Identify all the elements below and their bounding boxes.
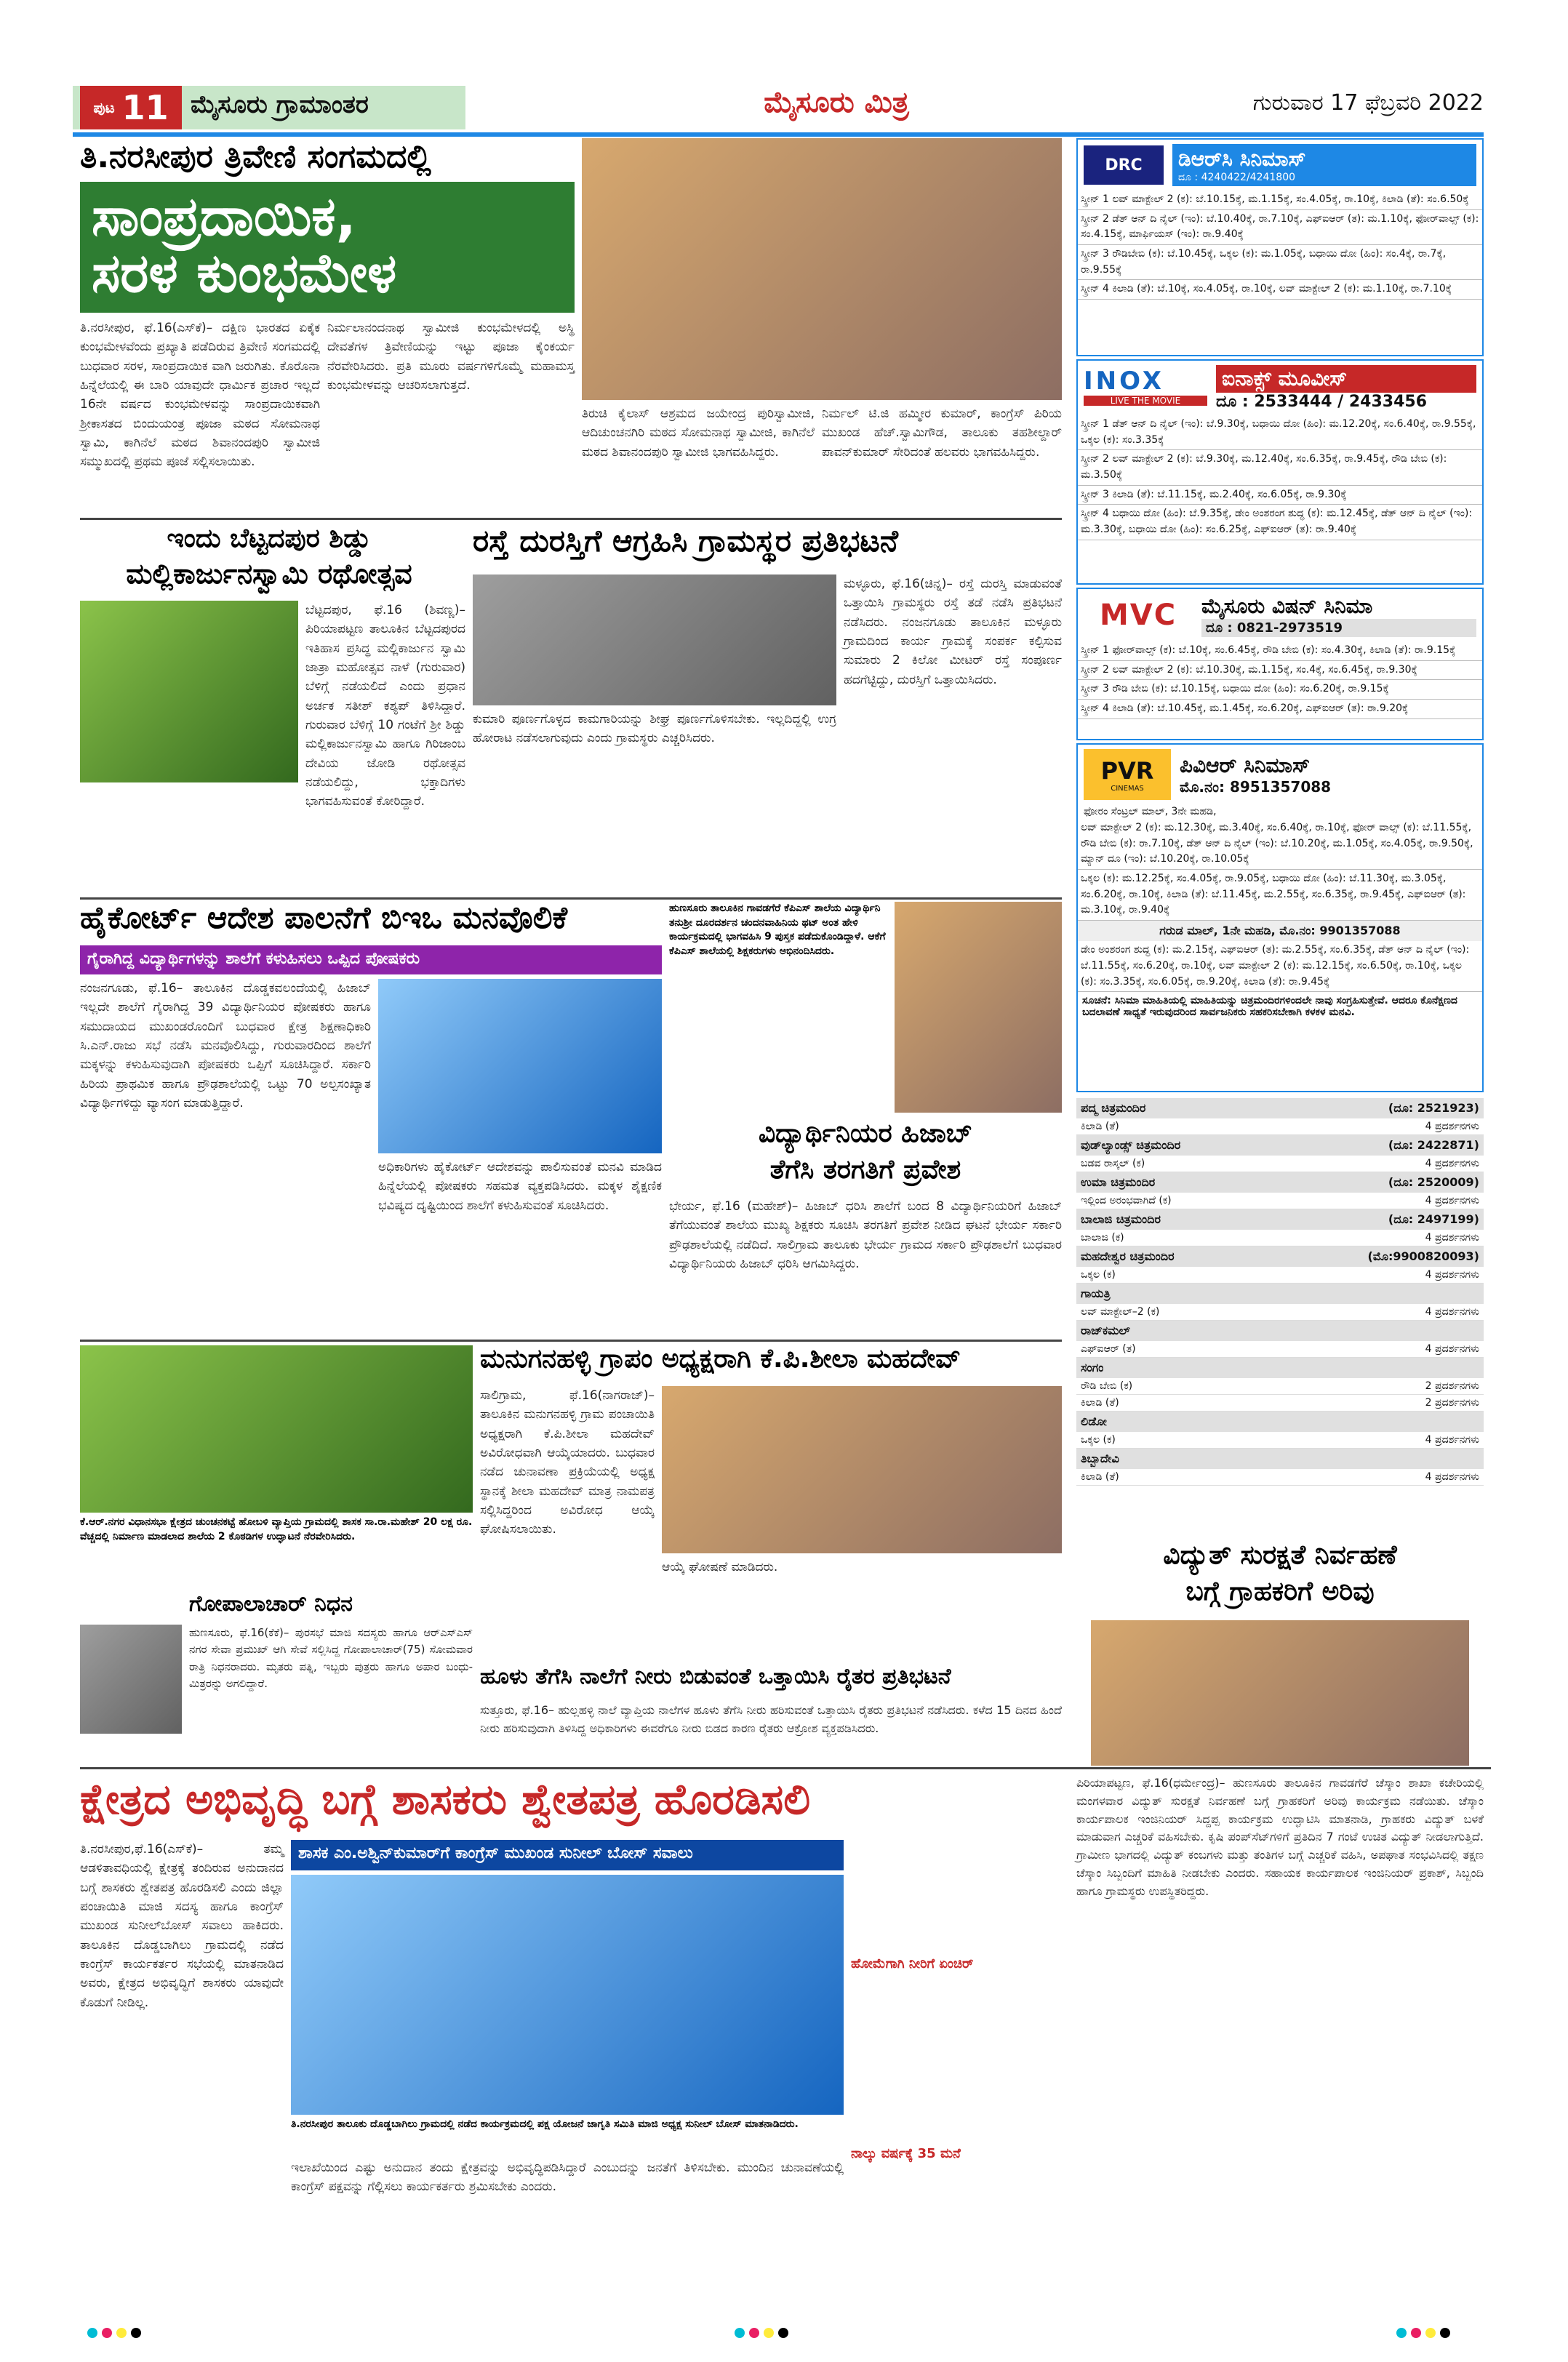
panchayat-body: ಸಾಲಿಗ್ರಾಮ, ಫೆ.16(ನಾಗರಾಜ್)– ತಾಲೂಕಿನ ಮನುಗನಹಳ್ಳಿ ಗ್ರಾಮ ಪಂಚಾಯಿತಿ ಅಧ್ಯಕ್ಷರಾಗಿ ಕೆ.ಪಿ.ಶೀಲಾ ಮಹದೇವ್ ಅವಿರೋಧವಾಗಿ ಆಯ್ಕೆಯಾದರು. ಬುಧವಾರ ನಡೆದ ಚುನಾವಣಾ ಪ್ರಕ್ರಿಯೆಯಲ್ಲಿ ಅಧ್ಯಕ್ಷ ಸ್ಥಾನಕ್ಕೆ ಶೀಲಾ ಮಹದೇವ್ ಮಾತ್ರ ನಾಮಪತ್ರ ಸಲ್ಲಿಸಿದ್ದರಿಂದ ಅವಿರೋಧ ಆಯ್ಕೆ ಘೋಷಿಸಲಾಯಿತು. <box>480 1388 655 1537</box>
divider <box>80 518 1062 520</box>
page-number-box <box>80 86 182 129</box>
listing-cinema-name: ಪದ್ಮ ಚಿತ್ರಮಂದಿರ <box>1081 1101 1146 1115</box>
listing-cinema <box>1076 1358 1484 1378</box>
listing-cinema <box>1076 1209 1484 1230</box>
listing-cinema-name: ಗಾಯತ್ರಿ <box>1081 1286 1111 1300</box>
whitepaper-subhead: ಶಾಸಕ ಎಂ.ಅಶ್ವಿನ್‌ಕುಮಾರ್‌ಗೆ ಕಾಂಗ್ರೆಸ್ ಮುಖಂಡ ಸುನೀಲ್ ಬೋಸ್ ಸವಾಲು <box>291 1840 844 1870</box>
listing-film-title: ಕಿಲಾಡಿ (ತೆ) <box>1081 1121 1119 1132</box>
inox-name: ಐನಾಕ್ಸ್ ಮೂವೀಸ್ <box>1216 365 1476 393</box>
color-registration-left <box>87 2327 189 2342</box>
inox-screen-2: ಸ್ಕ್ರೀನ್ 2 ಲವ್ ಮಾಕ್ಟೇಲ್ 2 (ಕ): ಬೆ.9.30ಕ್ಕೆ, ಮ.12.40ಕ್ಕೆ, ಸಂ.6.35ಕ್ಕೆ, ರಾ.9.45ಕ್ಕೆ, ರೌಡಿ ಬೇಬಿ (ಕ): ಮ.3.50ಕ್ಕೆ <box>1078 450 1482 485</box>
drc-screen-4: ಸ್ಕ್ರೀನ್ 4 ಕಿಲಾಡಿ (ತೆ): ಬೆ.10ಕ್ಕೆ, ಸಂ.4.05ಕ್ಕೆ, ರಾ.10ಕ್ಕೆ, ಲವ್ ಮಾಕ್ಟೇಲ್ 2 (ಕ): ಮ.1.10ಕ್ಕೆ, ರಾ.7.10ಕ್ಕೆ <box>1078 280 1482 300</box>
felicitation-caption: ಹುಣಸೂರು ತಾಲೂಕಿನ ಗಾವಡಗೆರೆ ಕೆಪಿಎಸ್ ಶಾಲೆಯ ವಿದ್ಯಾರ್ಥಿನಿ ತನುಶ್ರೀ ದೂರದರ್ಶನ ಚಂದನವಾಹಿನಿಯ ಥಟ್ ಅಂತ ಹೇಳಿ ಕಾರ್ಯಕ್ರಮದಲ್ಲಿ ಭಾಗವಹಿಸಿ 9 ಪುಸ್ತಕ ಪಡೆದುಕೊಂಡಿದ್ದಾಳೆ. ಆಕೆಗೆ ಕೆಪಿಎಸ್ ಶಾಲೆಯಲ್ಲಿ ಶಿಕ್ಷಕರುಗಳು ಅಭಿನಂದಿಸಿದರು. <box>669 902 886 957</box>
listing-film <box>1076 1469 1484 1486</box>
listing-film <box>1076 1304 1484 1321</box>
mvc-phone: ದೂ : 0821-2973519 <box>1201 619 1476 637</box>
lead-kicker: ತಿ.ನರಸೀಪುರ ತ್ರಿವೇಣಿ ಸಂಗಮದಲ್ಲಿ <box>80 138 431 175</box>
whitepaper-body-2: ಇಲಾಖೆಯಿಂದ ಎಷ್ಟು ಅನುದಾನ ತಂದು ಕ್ಷೇತ್ರವನ್ನು ಅಭಿವೃದ್ಧಿಪಡಿಸಿದ್ದಾರೆ ಎಂಬುದನ್ನು ಜನತೆಗೆ ತಿಳಿಸಬೇಕು. ಮುಂದಿನ ಚುನಾವಣೆಯಲ್ಲಿ ಕಾಂಗ್ರೆಸ್ ಪಕ್ಷವನ್ನು ಗೆಲ್ಲಿಸಲು ಕಾರ್ಯಕರ್ತರು ಶ್ರಮಿಸಬೇಕು ಎಂದರು. <box>291 2161 844 2195</box>
betta-photo <box>80 601 298 782</box>
highcourt-body: ನಂಜನಗೂಡು, ಫೆ.16– ತಾಲೂಕಿನ ದೊಡ್ಡಕವಲಂದೆಯಲ್ಲಿ ಹಿಜಾಬ್ ಇಲ್ಲದೇ ಶಾಲೆಗೆ ಗೈರಾಗಿದ್ದ 39 ವಿದ್ಯಾರ್ಥಿನಿಯರ ಪೋಷಕರು ಹಾಗೂ ಸಮುದಾಯದ ಮುಖಂಡರೊಂದಿಗೆ ಬುಧವಾರ ಕ್ಷೇತ್ರ ಶಿಕ್ಷಣಾಧಿಕಾರಿ ಸಿ.ಎನ್.ರಾಜು ಸಭೆ ನಡೆಸಿ ಮನವೊಲಿಸಿದ್ದು, ಗುರುವಾರದಿಂದ ಶಾಲೆಗೆ ಮಕ್ಕಳನ್ನು ಕಳುಹಿಸುವುದಾಗಿ ಪೋಷಕರು ಒಪ್ಪಿಗೆ ಸೂಚಿಸಿದ್ದಾರೆ. ಸರ್ಕಾರಿ ಹಿರಿಯ ಪ್ರಾಥಮಿಕ ಹಾಗೂ ಪ್ರೌಢಶಾಲೆಯಲ್ಲಿ ಒಟ್ಟು 70 ಅಲ್ಪಸಂಖ್ಯಾತ ವಿದ್ಯಾರ್ಥಿಗಳಿದ್ದು ವ್ಯಾಸಂಗ ಮಾಡುತ್ತಿದ್ದಾರೆ. <box>80 981 371 1111</box>
listing-film-shows: 4 ಪ್ರದರ್ಶನಗಳು <box>1425 1471 1479 1483</box>
pvr-garuda-head: ಗರುಡ ಮಾಲ್, 1ನೇ ಮಹಡಿ, ಮೊ.ನಂ: 9901357088 <box>1078 921 1482 941</box>
lead-body-3: ತಿರುಚಿ ಕೈಲಾಸ್ ಆಶ್ರಮದ ಜಯೇಂದ್ರ ಪುರಿಸ್ವಾಮೀಜಿ, ಆದಿಚುಂಚನಗಿರಿ ಮಠದ ಸೋಮನಾಥ ಸ್ವಾಮೀಜಿ, ಕಾಗಿನೆಲೆ ಮಠದ ಶಿವಾನಂದಪುರಿ ಸ್ವಾಮೀಜಿ ಭಾಗವಹಿಸಿದ್ದರು. <box>582 407 815 460</box>
inox-screen-1: ಸ್ಕ್ರೀನ್ 1 ಡೆತ್ ಆನ್ ದಿ ನೈಲ್ (ಇಂ): ಬೆ.9.30ಕ್ಕೆ, ಬಧಾಯಿ ದೋ (ಹಿಂ): ಮ.12.20ಕ್ಕೆ, ಸಂ.6.40ಕ್ಕೆ, ರಾ.9.55ಕ್ಕೆ, ಒಕ್ಕಲ (ಕ): ಸಂ.3.35ಕ್ಕೆ <box>1078 415 1482 450</box>
hijab-headline-2: ತೆಗೆಸಿ ತರಗತಿಗೆ ಪ್ರವೇಶ <box>769 1155 961 1185</box>
pvr-logo-sub: CINEMAS <box>1111 784 1144 793</box>
drc-screen-2: ಸ್ಕ್ರೀನ್ 2 ಡೆತ್ ಆನ್ ದಿ ನೈಲ್ (ಇಂ): ಬೆ.10.40ಕ್ಕೆ, ರಾ.7.10ಕ್ಕೆ, ಎಫ್‌ಐಆರ್ (ತ): ಮ.1.10ಕ್ಕೆ, ಫೋರ್‌ವಾಲ್ಸ್ (ಕ): ಸಂ.4.15ಕ್ಕೆ, ಮಾರ್ಫಿಯಸ್ (ಇಂ): ರಾ.9.40ಕ್ಕೆ <box>1078 210 1482 245</box>
cinema-pvr <box>1076 743 1484 1092</box>
obituary-headline: ಗೋಪಾಲಾಚಾರ್ ನಿಧನ <box>189 1591 353 1617</box>
mvc-name: ಮೈಸೂರು ವಿಷನ್ ಸಿನಿಮಾ <box>1201 593 1373 618</box>
lead-body-2: ನಿರ್ಮಲಾನಂದನಾಥ ಸ್ವಾಮೀಜಿ ಕುಂಭಮೇಳದಲ್ಲಿ ಅಸ್ಥಿ ದೇವತೆಗಳ ತ್ರಿವೇಣಿಯನ್ನು ಇಟ್ಟು ಪೂಜಾ ಕೈಂಕರ್ಯ ನೆರವೇರಿಸಿದರು. ಪ್ರತಿ ಮೂರು ವರ್ಷಗಳಿಗೊಮ್ಮೆ ಮಹಾಮಸ್ತ ಕುಂಭಮೇಳವನ್ನು ಆಚರಿಸಲಾಗುತ್ತದೆ. <box>327 321 575 393</box>
inox-screen-3: ಸ್ಕ್ರೀನ್ 3 ಕಿಲಾಡಿ (ತೆ): ಬೆ.11.15ಕ್ಕೆ, ಮ.2.40ಕ್ಕೆ, ಸಂ.6.05ಕ್ಕೆ, ರಾ.9.30ಕ್ಕೆ <box>1078 486 1482 505</box>
inauguration-photo <box>80 1345 473 1513</box>
highcourt-subhead: ಗೈರಾಗಿದ್ದ ವಿದ್ಯಾರ್ಥಿಗಳನ್ನು ಶಾಲೆಗೆ ಕಳುಹಿಸಲು ಒಪ್ಪಿದ ಪೋಷಕರು <box>80 945 662 974</box>
listing-film-shows: 4 ಪ್ರದರ್ಶನಗಳು <box>1425 1232 1479 1244</box>
listing-cinema-phone: (ದೂ: 2422871) <box>1388 1138 1479 1152</box>
inox-phone: ದೂ : 2533444 / 2433456 <box>1216 393 1428 411</box>
betta-kicker: ಇಂದು ಬೆಟ್ಟದಪುರ ಶಿಡ್ಡು <box>167 524 372 553</box>
pvr-logo <box>1084 749 1171 800</box>
cinema-drc <box>1076 138 1484 356</box>
obituary-body: ಹುಣಸೂರು, ಫೆ.16(ಕೆಕೆ)– ಪುರಸಭೆ ಮಾಜಿ ಸದಸ್ಯರು ಹಾಗೂ ಆರ್‌ಎಸ್‌ಎಸ್ ನಗರ ಸೇವಾ ಪ್ರಮುಖ್ ಆಗಿ ಸೇವೆ ಸಲ್ಲಿಸಿದ್ದ ಗೋಪಾಲಾಚಾರ್(75) ಸೋಮವಾರ ರಾತ್ರಿ ನಿಧನರಾದರು. ಮೃತರು ಪತ್ನಿ, ಇಬ್ಬರು ಪುತ್ರರು ಹಾಗೂ ಅಪಾರ ಬಂಧು-ಮಿತ್ರರನ್ನು ಅಗಲಿದ್ದಾರೆ. <box>189 1626 473 1690</box>
pvr-garuda-row: ಡೇಂ ಅಂಶರಂಗ ಶುದ್ಧ (ಕ): ಮ.2.15ಕ್ಕೆ, ಎಫ್‌ಐಆರ್ (ತ): ಮ.2.55ಕ್ಕೆ, ಸಂ.6.35ಕ್ಕೆ, ಡೆತ್ ಆನ್ ದಿ ನೈಲ್ (ಇಂ): ಬೆ.11.55ಕ್ಕೆ, ಸಂ.6.20ಕ್ಕೆ, ರಾ.10ಕ್ಕೆ, ಲವ್ ಮಾಕ್ಟೇಲ್ 2 (ಕ): ಮ.12.15ಕ್ಕೆ, ಸಂ.6.50ಕ್ಕೆ, ರಾ.10ಕ್ಕೆ, ಒಕ್ಕಲ (ಕ): ಸಂ.3.35ಕ್ಕೆ, ಸಂ.6.05ಕ್ಕೆ, ರಾ.9.20ಕ್ಕೆ, ಕಿಲಾಡಿ (ತೆ): ರಾ.9.45ಕ್ಕೆ <box>1078 941 1482 992</box>
header-rule <box>73 132 1484 137</box>
listing-cinema <box>1076 1135 1484 1156</box>
listing-cinema <box>1076 1284 1484 1304</box>
drc-screen-3: ಸ್ಕ್ರೀನ್ 3 ರೌಡಿಬೇಬಿ (ಕ): ಬೆ.10.45ಕ್ಕೆ, ಒಕ್ಕಲ (ಕ): ಮ.1.05ಕ್ಕೆ, ಬಧಾಯಿ ದೋ (ಹಿಂ): ಸಂ.4ಕ್ಕೆ, ರಾ.7ಕ್ಕೆ, ರಾ.9.55ಕ್ಕೆ <box>1078 245 1482 280</box>
highcourt-headline: ಹೈಕೋರ್ಟ್ ಆದೇಶ ಪಾಲನೆಗೆ ಬಿಇಒ ಮನವೊಲಿಕೆ <box>80 900 568 935</box>
whitepaper-photo <box>291 1875 844 2115</box>
listing-film <box>1076 1432 1484 1449</box>
listing-film-title: ಒಕ್ಕಲ (ಕ) <box>1081 1434 1116 1446</box>
listing-cinema-name: ರಾಜ್‌ಕಮಲ್ <box>1081 1324 1131 1337</box>
listing-cinema-phone: (ಮೊ:9900820093) <box>1367 1249 1479 1263</box>
listing-cinema-name: ಸಂಗಂ <box>1081 1361 1104 1374</box>
whitepaper-side <box>851 1840 1069 2305</box>
electric-body: ಪಿರಿಯಾಪಟ್ಟಣ, ಫೆ.16(ಧರ್ಮೇಂದ್ರ)– ಹುಣಸೂರು ತಾಲೂಕಿನ ಗಾವಡಗೆರೆ ಚೆಸ್ಕಾಂ ಶಾಖಾ ಕಚೇರಿಯಲ್ಲಿ ಮಂಗಳವಾರ ವಿದ್ಯುತ್ ಸುರಕ್ಷತೆ ನಿರ್ವಹಣೆ ಬಗ್ಗೆ ಗ್ರಾಹಕರಿಗೆ ಅರಿವು ಕಾರ್ಯಕ್ರಮ ನಡೆಯಿತು. ಚೆಸ್ಕಾಂ ಕಾರ್ಯಪಾಲಕ ಇಂಜಿನಿಯರ್ ಸಿದ್ದಪ್ಪ ಕಾರ್ಯಕ್ರಮ ಉದ್ಘಾಟಿಸಿ ಮಾತನಾಡಿ, ಗ್ರಾಹಕರು ವಿದ್ಯುತ್ ಬಳಕೆ ಮಾಡುವಾಗ ಎಚ್ಚರಿಕೆ ವಹಿಸಬೇಕು. ಕೃಷಿ ಪಂಪ್‌ಸೆಟ್‌ಗಳಿಗೆ ಪ್ರತಿದಿನ 7 ಗಂಟೆ ಉಚಿತ ವಿದ್ಯುತ್ ನೀಡಲಾಗುತ್ತಿದೆ. ಗ್ರಾಮೀಣ ಭಾಗದಲ್ಲಿ ವಿದ್ಯುತ್ ಕಂಬಗಳು ಮತ್ತು ತಂತಿಗಳ ಬಗ್ಗೆ ಎಚ್ಚರಿಕೆ ವಹಿಸಿ, ಅಪಘಾತ ಸಂಭವಿಸಿದಲ್ಲಿ ತಕ್ಷಣ ಚೆಸ್ಕಾಂ ಸಿಬ್ಬಂದಿಗೆ ಮಾಹಿತಿ ನೀಡಬೇಕು ಎಂದರು. ಸಹಾಯಕ ಕಾರ್ಯಪಾಲಕ ಇಂಜಿನಿಯರ್ ಪ್ರಕಾಶ್, ಸಿಬ್ಬಂದಿ ಹಾಗೂ ಗ್ರಾಮಸ್ಥರು ಉಪಸ್ಥಿತರಿದ್ದರು. <box>1076 1776 1484 1898</box>
listing-cinema-phone: (ದೂ: 2521923) <box>1388 1101 1479 1115</box>
listing-cinema <box>1076 1098 1484 1118</box>
listing-cinema <box>1076 1321 1484 1341</box>
listing-film <box>1076 1118 1484 1135</box>
listing-cinema-phone: (ದೂ: 2497199) <box>1388 1212 1479 1226</box>
whitepaper-sub-2: ನಾಲ್ಕು ವರ್ಷಕ್ಕೆ 35 ಮನೆ <box>851 2146 961 2161</box>
whitepaper-side-text <box>851 1840 1069 1913</box>
listing-cinema-name: ತಿಬ್ಬಾದೇವಿ <box>1081 1452 1119 1465</box>
listing-cinema-name: ಉಮಾ ಚಿತ್ರಮಂದಿರ <box>1081 1175 1156 1189</box>
electric-headline-2: ಬಗ್ಗೆ ಗ್ರಾಹಕರಿಗೆ ಅರಿವು <box>1185 1577 1375 1606</box>
road-photo <box>473 575 836 705</box>
inauguration-caption: ಕೆ.ಆರ್.ನಗರ ವಿಧಾನಸಭಾ ಕ್ಷೇತ್ರದ ಚುಂಚನಕಟ್ಟೆ ಹೋಬಳಿ ವ್ಯಾಪ್ತಿಯ ಗ್ರಾಮದಲ್ಲಿ ಶಾಸಕ ಸಾ.ರಾ.ಮಹೇಶ್ 20 ಲಕ್ಷ ರೂ. ವೆಚ್ಚದಲ್ಲಿ ನಿರ್ಮಾಣ ಮಾಡಲಾದ ಶಾಲೆಯ 2 ಕೊಠಡಿಗಳ ಉದ್ಘಾಟನೆ ನೆರವೇರಿಸಿದರು. <box>80 1516 473 1542</box>
color-registration-center <box>735 2327 836 2342</box>
listing-film <box>1076 1378 1484 1395</box>
listing-film <box>1076 1395 1484 1412</box>
listing-cinema-name: ಬಾಲಾಜಿ ಚಿತ್ರಮಂದಿರ <box>1081 1212 1161 1226</box>
section-name: ಮೈಸೂರು ಗ್ರಾಮಾಂತರ <box>191 90 369 119</box>
cinema-inox <box>1076 359 1484 585</box>
hijab-body: ಭೇರ್ಯ, ಫೆ.16 (ಮಹೇಶ್)– ಹಿಜಾಬ್ ಧರಿಸಿ ಶಾಲೆಗೆ ಬಂದ 8 ವಿದ್ಯಾರ್ಥಿನಿಯರಿಗೆ ಹಿಜಾಬ್ ತೆಗೆಯುವಂತೆ ಶಾಲೆಯ ಮುಖ್ಯ ಶಿಕ್ಷಕರು ಸೂಚಿಸಿ ತರಗತಿಗೆ ಪ್ರವೇಶ ನೀಡಿದ ಘಟನೆ ಭೇರ್ಯ ಸರ್ಕಾರಿ ಪ್ರೌಢಶಾಲೆಯಲ್ಲಿ ನಡೆದಿದೆ. ಸಾಲಿಗ್ರಾಮ ತಾಲೂಕು ಭೇರ್ಯ ಗ್ರಾಮದ ಸರ್ಕಾರಿ ಪ್ರೌಢಶಾಲೆಗೆ ಬುಧವಾರ ವಿದ್ಯಾರ್ಥಿನಿಯರು ಹಿಜಾಬ್ ಧರಿಸಿ ಆಗಮಿಸಿದ್ದರು. <box>669 1199 1062 1272</box>
listing-film-shows: 2 ಪ್ರದರ್ಶನಗಳು <box>1425 1397 1479 1409</box>
listing-cinema <box>1076 1412 1484 1432</box>
inox-screen-4: ಸ್ಕ್ರೀನ್ 4 ಬಧಾಯಿ ದೋ (ಹಿಂ): ಬೆ.9.35ಕ್ಕೆ, ಡೇಂ ಅಂಶರಂಗ ಶುದ್ಧ (ಕ): ಮ.12.45ಕ್ಕೆ, ಡೆತ್ ಆನ್ ದಿ ನೈಲ್ (ಇಂ): ಮ.3.30ಕ್ಕೆ, ಬಧಾಯಿ ದೋ (ಹಿಂ): ಸಂ.6.25ಕ್ಕೆ, ಎಫ್‌ಐಆರ್ (ತ): ರಾ.9.40ಕ್ಕೆ <box>1078 505 1482 540</box>
mvc-screen-2: ಸ್ಕ್ರೀನ್ 2 ಲವ್ ಮಾಕ್ಟೇಲ್ 2 (ಕ): ಬೆ.10.30ಕ್ಕೆ, ಮ.1.15ಕ್ಕೆ, ಸಂ.4ಕ್ಕೆ, ಸಂ.6.45ಕ್ಕೆ, ರಾ.9.30ಕ್ಕೆ <box>1078 661 1482 681</box>
listing-film-shows: 4 ಪ್ರದರ್ಶನಗಳು <box>1425 1306 1479 1318</box>
pvr-name: ಪಿವಿಆರ್ ಸಿನಿಮಾಸ್ <box>1180 753 1311 777</box>
listing-film <box>1076 1341 1484 1358</box>
listing-film-shows: 4 ಪ್ರದರ್ಶನಗಳು <box>1425 1195 1479 1206</box>
panchayat-photo <box>662 1386 1062 1553</box>
page-label: ಪುಟ <box>93 99 115 116</box>
drc-phone: ದೂ : 4240422/4241800 <box>1178 172 1296 183</box>
mvc-screen-1: ಸ್ಕ್ರೀನ್ 1 ಫೋರ್‌ವಾಲ್ಸ್ (ಕ): ಬೆ.10ಕ್ಕೆ, ಸಂ.6.45ಕ್ಕೆ, ರೌಡಿ ಬೇಬಿ (ಕ): ಸಂ.4.30ಕ್ಕೆ, ಕಿಲಾಡಿ (ತೆ): ರಾ.9.15ಕ್ಕೆ <box>1078 641 1482 661</box>
color-registration-right <box>1396 2327 1498 2342</box>
hijab-headline-1: ವಿದ್ಯಾರ್ಥಿನಿಯರ ಹಿಜಾಬ್ <box>758 1118 973 1148</box>
listing-film <box>1076 1230 1484 1246</box>
cinema-notice: ಸೂಚನೆ: ಸಿನಿಮಾ ಮಾಹಿತಿಯಲ್ಲಿ ಮಾಹಿತಿಯನ್ನು ಚಿತ್ರಮಂದಿರಗಳಿಂದಲೇ ನಾವು ಸಂಗ್ರಹಿಸುತ್ತೇವೆ. ಆದರೂ ಕೊನೆಕ್ಷಣದ ಬದಲಾವಣೆ ಸಾಧ್ಯತೆ ಇರುವುದರಿಂದ ಸಾರ್ವಜನಿಕರು ಸಹಕರಿಸಬೇಕಾಗಿ ಕಳಕಳ ಮನವಿ. <box>1082 995 1457 1019</box>
road-body: ಮಳ್ಳೂರು, ಫೆ.16(ಚಿನ್ನ)– ರಸ್ತೆ ದುರಸ್ತಿ ಮಾಡುವಂತೆ ಒತ್ತಾಯಿಸಿ ಗ್ರಾಮಸ್ಥರು ರಸ್ತೆ ತಡೆ ನಡೆಸಿ ಪ್ರತಿಭಟನೆ ನಡೆಸಿದರು. ನಂಜನಗೂಡು ತಾಲೂಕಿನ ಮಳ್ಳೂರು ಗ್ರಾಮದಿಂದ ಕಾರ್ಯ ಗ್ರಾಮಕ್ಕೆ ಸಂಪರ್ಕ ಕಲ್ಪಿಸುವ ಸುಮಾರು 2 ಕಿಲೋ ಮೀಟರ್ ರಸ್ತೆ ಸಂಪೂರ್ಣ ಹದಗೆಟ್ಟಿದ್ದು, ದುರಸ್ತಿಗೆ ಒತ್ತಾಯಿಸಿದರು. <box>844 577 1062 687</box>
listing-film-shows: 4 ಪ್ರದರ್ಶನಗಳು <box>1425 1269 1479 1281</box>
lead-body: ತಿ.ನರಸೀಪುರ, ಫೆ.16(ಎಸ್‌ಕೆ)– ದಕ್ಷಿಣ ಭಾರತದ ಏಕೈಕ ಕುಂಭಮೇಳವೆಂದು ಪ್ರಖ್ಯಾತಿ ಪಡೆದಿರುವ ತ್ರಿವೇಣಿ ಸಂಗಮದಲ್ಲಿ ಬುಧವಾರ ಸರಳ, ಸಾಂಪ್ರದಾಯಿಕ ವಾಗಿ ಜರುಗಿತು. ಕೊರೊನಾ ಹಿನ್ನೆಲೆಯಲ್ಲಿ ಈ ಬಾರಿ ಯಾವುದೇ ಧಾರ್ಮಿಕ ಪ್ರಚಾರ ಇಲ್ಲದೆ 16ನೇ ವರ್ಷದ ಕುಂಭಮೇಳವನ್ನು ಸಾಂಪ್ರದಾಯಿಕವಾಗಿ ಶ್ರೀಕಾಸತದ ಬಿಂದುಯಂತ್ರ ಪೂಜಾ ಮಠದ ಸೋಮನಾಥ ಸ್ವಾಮಿ, ಕಾಗಿನೆಲೆ ಮಠದ ಶಿವಾನಂದಪುರಿ ಸ್ವಾಮೀಜಿ ಸಮ್ಮುಖದಲ್ಲಿ ಪ್ರಥಮ ಪೂಜೆ ಸಲ್ಲಿಸಲಾಯಿತು. <box>80 321 320 470</box>
whitepaper-sub-1: ಹೋಮೆಗಾಗಿ ನೀರಿಗೆ ಏಂಚಿರ್ <box>851 1956 974 1971</box>
listing-cinema-name: ಮಹದೇಶ್ವರ ಚಿತ್ರಮಂದಿರ <box>1081 1249 1175 1263</box>
lead-headline-box <box>80 182 575 313</box>
mvc-screen-3: ಸ್ಕ್ರೀನ್ 3 ರೌಡಿ ಬೇಬಿ (ಕ): ಬೆ.10.15ಕ್ಕೆ, ಬಧಾಯಿ ದೋ (ಹಿಂ): ಸಂ.6.20ಕ್ಕೆ, ರಾ.9.15ಕ್ಕೆ <box>1078 680 1482 700</box>
lead-body-4: ನಿರ್ಮಲ್ ಟಿ.ಜಿ ಹಮ್ಮೀರ ಕುಮಾರ್, ಕಾಂಗ್ರೆಸ್ ಪಿರಿಯ ಮುಖಂಡ ಹೆಚ್.ಸ್ವಾಮಿಗೌಡ, ತಾಲೂಕು ತಹಶೀಲ್ದಾರ್ ಪಾವನ್‌ಕುಮಾರ್ ಸೇರಿದಂತೆ ಹಲವರು ಭಾಗವಹಿಸಿದ್ದರು. <box>822 407 1062 460</box>
electric-headline-1: ವಿದ್ಯುತ್ ಸುರಕ್ಷತೆ ನಿರ್ವಹಣೆ <box>1163 1540 1397 1570</box>
whitepaper-photo-caption: ತಿ.ನರಸೀಪುರ ತಾಲೂಕು ದೊಡ್ಡಬಾಗಿಲು ಗ್ರಾಮದಲ್ಲಿ ನಡೆದ ಕಾರ್ಯಕ್ರಮದಲ್ಲಿ ಪಕ್ಷ ಯೋಜನೆ ಜಾಗೃತಿ ಸಮಿತಿ ಮಾಜಿ ಅಧ್ಯಕ್ಷ ಸುನೀಲ್ ಬೋಸ್ ಮಾತನಾಡಿದರು. <box>291 2118 799 2130</box>
lead-headline-2: ಸರಳ ಕುಂಭಮೇಳ <box>92 241 397 305</box>
highcourt-body-2: ಅಧಿಕಾರಿಗಳು ಹೈಕೋರ್ಟ್ ಆದೇಶವನ್ನು ಪಾಲಿಸುವಂತೆ ಮನವಿ ಮಾಡಿದ ಹಿನ್ನೆಲೆಯಲ್ಲಿ ಪೋಷಕರು ಸಹಮತ ವ್ಯಕ್ತಪಡಿಸಿದರು. ಮಕ್ಕಳ ಶೈಕ್ಷಣಿಕ ಭವಿಷ್ಯದ ದೃಷ್ಟಿಯಿಂದ ಶಾಲೆಗೆ ಕಳುಹಿಸುವಂತೆ ಸೂಚಿಸಿದರು. <box>378 1160 662 1213</box>
listing-film-title: ಬಡವ ರಾಸ್ಕಲ್ (ಕ) <box>1081 1158 1145 1169</box>
listing-film-title: ರೌಡಿ ಬೇಬಿ (ಕ) <box>1081 1380 1133 1392</box>
listing-film-shows: 4 ಪ್ರದರ್ಶನಗಳು <box>1425 1343 1479 1355</box>
listing-film-shows: 4 ಪ್ರದರ್ಶನಗಳು <box>1425 1158 1479 1169</box>
pvr-row-1: ಲವ್ ಮಾಕ್ಟೇಲ್ 2 (ಕ): ಮ.12.30ಕ್ಕೆ, ಮ.3.40ಕ್ಕೆ, ಸಂ.6.40ಕ್ಕೆ, ರಾ.10ಕ್ಕೆ, ಫೋರ್ ವಾಲ್ಸ್ (ಕ): ಬೆ.11.55ಕ್ಕೆ, ರೌಡಿ ಬೇಬಿ (ಕ): ರಾ.7.10ಕ್ಕೆ, ಡೆತ್ ಆನ್ ದಿ ನೈಲ್ (ಇಂ): ಬೆ.10.20ಕ್ಕೆ, ಮ.1.05ಕ್ಕೆ, ಸಂ.4.05ಕ್ಕೆ, ರಾ.9.50ಕ್ಕೆ, ಮ್ಯಾನ್ ದೂ (ಇಂ): ಬೆ.10.20ಕ್ಕೆ, ರಾ.10.05ಕ್ಕೆ <box>1078 819 1482 870</box>
mvc-screen-4: ಸ್ಕ್ರೀನ್ 4 ಕಿಲಾಡಿ (ತೆ): ಬೆ.10.45ಕ್ಕೆ, ಮ.1.45ಕ್ಕೆ, ಸಂ.6.20ಕ್ಕೆ, ಎಫ್‌ಐಆರ್ (ತ): ರಾ.9.20ಕ್ಕೆ <box>1078 700 1482 719</box>
lead-headline-1: ಸಾಂಪ್ರದಾಯಿಕ, <box>92 185 356 248</box>
whitepaper-body: ತಿ.ನರಸೀಪುರ,ಫೆ.16(ಎಸ್‌ಕೆ)– ತಮ್ಮ ಆಡಳಿತಾವಧಿಯಲ್ಲಿ ಕ್ಷೇತ್ರಕ್ಕೆ ತಂದಿರುವ ಅನುದಾನದ ಬಗ್ಗೆ ಶಾಸಕರು ಶ್ವೇತಪತ್ರ ಹೊರಡಿಸಲಿ ಎಂದು ಜಿಲ್ಲಾ ಪಂಚಾಯಿತಿ ಮಾಜಿ ಸದಸ್ಯ ಹಾಗೂ ಕಾಂಗ್ರೆಸ್ ಮುಖಂಡ ಸುನೀಲ್‌ಬೋಸ್ ಸವಾಲು ಹಾಕಿದರು. ತಾಲೂಕಿನ ದೊಡ್ಡಬಾಗಿಲು ಗ್ರಾಮದಲ್ಲಿ ನಡೆದ ಕಾಂಗ್ರೆಸ್ ಕಾರ್ಯಕರ್ತರ ಸಭೆಯಲ್ಲಿ ಮಾತನಾಡಿದ ಅವರು, ಕ್ಷೇತ್ರದ ಅಭಿವೃದ್ಧಿಗೆ ಶಾಸಕರು ಯಾವುದೇ ಕೊಡುಗೆ ನೀಡಿಲ್ಲ. <box>80 1842 284 2010</box>
listing-film-title: ಕಿಲಾಡಿ (ತೆ) <box>1081 1471 1119 1483</box>
divider <box>80 1340 1062 1342</box>
listing-film-shows: 4 ಪ್ರದರ್ಶನಗಳು <box>1425 1434 1479 1446</box>
drc-logo: DRC <box>1084 145 1164 185</box>
listing-cinema <box>1076 1449 1484 1469</box>
cinema-mvc <box>1076 588 1484 740</box>
betta-body: ಬೆಟ್ಟದಪುರ, ಫೆ.16 (ಶಿವಣ್ಣ)– ಪಿರಿಯಾಪಟ್ಟಣ ತಾಲೂಕಿನ ಬೆಟ್ಟದಪುರದ ಇತಿಹಾಸ ಪ್ರಸಿದ್ಧ ಮಲ್ಲಿಕಾರ್ಜುನ ಸ್ವಾಮಿ ಜಾತ್ರಾ ಮಹೋತ್ಸವ ನಾಳೆ (ಗುರುವಾರ) ಬೆಳಿಗ್ಗೆ ನಡೆಯಲಿದೆ ಎಂದು ಪ್ರಧಾನ ಅರ್ಚಕ ಸತೀಶ್ ಕಶ್ಯಪ್ ತಿಳಿಸಿದ್ದಾರೆ. ಗುರುವಾರ ಬೆಳಿಗ್ಗೆ 10 ಗಂಟೆಗೆ ಶ್ರೀ ಶಿಡ್ಡು ಮಲ್ಲಿಕಾರ್ಜುನಸ್ವಾಮಿ ಹಾಗೂ ಗಿರಿಜಾಂಬ ದೇವಿಯ ಜೋಡಿ ರಥೋತ್ಸವ ನಡೆಯಲಿದ್ದು, ಭಕ್ತಾದಿಗಳು ಭಾಗವಹಿಸುವಂತೆ ಕೋರಿದ್ದಾರೆ. <box>305 603 465 809</box>
listing-film-title: ಕಿಲಾಡಿ (ತೆ) <box>1081 1397 1119 1409</box>
page-number: 11 <box>121 88 169 127</box>
panchayat-headline: ಮನುಗನಹಳ್ಳಿ ಗ್ರಾಪಂ ಅಧ್ಯಕ್ಷರಾಗಿ ಕೆ.ಪಿ.ಶೀಲಾ ಮಹದೇವ್ <box>480 1344 961 1374</box>
cinema-listings <box>1076 1098 1484 1534</box>
listing-cinema-phone: (ದೂ: 2520009) <box>1388 1175 1479 1189</box>
listing-film <box>1076 1156 1484 1172</box>
listing-film-title: ಒಕ್ಕಲ (ಕ) <box>1081 1269 1116 1281</box>
electric-photo <box>1091 1620 1469 1766</box>
inox-logo <box>1084 367 1207 410</box>
canal-body: ಸುತ್ತೂರು, ಫೆ.16– ಹುಲ್ಲಹಳ್ಳಿ ನಾಲೆ ವ್ಯಾಪ್ತಿಯ ನಾಲೆಗಳ ಹೂಳು ತೆಗೆಸಿ ನೀರು ಹರಿಸುವಂತೆ ಒತ್ತಾಯಿಸಿ ರೈತರು ಪ್ರತಿಭಟನೆ ನಡೆಸಿದರು. ಕಳೆದ 15 ದಿನದ ಹಿಂದೆ ನೀರು ಹರಿಸುವುದಾಗಿ ತಿಳಿಸಿದ್ದ ಅಧಿಕಾರಿಗಳು ಈವರೆಗೂ ನೀರು ಬಿಡದ ಕಾರಣ ರೈತರು ಆಕ್ರೋಶ ವ್ಯಕ್ತಪಡಿಸಿದರು. <box>480 1703 1062 1735</box>
masthead: ಮೈಸೂರು ಮಿತ್ರ <box>764 86 909 119</box>
listing-cinema-name: ವುಡ್‌ಲ್ಯಾಂಡ್ಸ್ ಚಿತ್ರಮಂದಿರ <box>1081 1138 1181 1152</box>
listing-cinema <box>1076 1246 1484 1267</box>
listing-film-shows: 2 ಪ್ರದರ್ಶನಗಳು <box>1425 1380 1479 1392</box>
listing-cinema <box>1076 1172 1484 1193</box>
listing-film-title: ಎಫ್‌ಐಆರ್ (ತ) <box>1081 1343 1136 1355</box>
inox-logo-text: INOX <box>1084 366 1165 396</box>
listing-film-title: ಲವ್ ಮಾಕ್ಟೇಲ್–2 (ಕ) <box>1081 1306 1160 1318</box>
pvr-phone: ಮೊ.ನಂ: 8951357088 <box>1180 778 1332 796</box>
issue-date: ಗುರುವಾರ 17 ಫೆಬ್ರವರಿ 2022 <box>1252 90 1484 116</box>
listing-film <box>1076 1267 1484 1284</box>
lead-photo <box>582 138 1062 400</box>
listing-film <box>1076 1193 1484 1209</box>
obituary-photo <box>80 1625 182 1734</box>
pvr-logo-text: PVR <box>1100 756 1154 785</box>
listing-film-title: ಬಾಲಾಜಿ (ಕ) <box>1081 1232 1124 1244</box>
betta-headline: ಮಲ್ಲಿಕಾರ್ಜುನಸ್ವಾಮಿ ರಥೋತ್ಸವ <box>126 558 412 590</box>
divider <box>80 1767 1491 1769</box>
pvr-row-2: ಒಕ್ಕಲ (ಕ): ಮ.12.25ಕ್ಕೆ, ಸಂ.4.05ಕ್ಕೆ, ರಾ.9.05ಕ್ಕೆ, ಬಧಾಯಿ ದೋ (ಹಿಂ): ಬೆ.11.30ಕ್ಕೆ, ಮ.3.05ಕ್ಕೆ, ಸಂ.6.20ಕ್ಕೆ, ರಾ.10ಕ್ಕೆ, ಕಿಲಾಡಿ (ತೆ): ಬೆ.11.45ಕ್ಕೆ, ಮ.2.55ಕ್ಕೆ, ಸಂ.6.35ಕ್ಕೆ, ರಾ.9.45ಕ್ಕೆ, ಎಫ್‌ಐಆರ್ (ತ): ಮ.3.10ಕ್ಕೆ, ರಾ.9.40ಕ್ಕೆ <box>1078 870 1482 921</box>
felicitation-photo <box>895 902 1062 1113</box>
listing-film-title: ಇಲ್ಲಿಂದ ಅರಂಭವಾಗಿದೆ (ಕ) <box>1081 1195 1172 1206</box>
road-body-2: ಕುಮಾರಿ ಪೂರ್ಣಗೊಳ್ಳದ ಕಾಮಗಾರಿಯನ್ನು ಶೀಘ್ರ ಪೂರ್ಣಗೊಳಿಸಬೇಕು. ಇಲ್ಲದಿದ್ದಲ್ಲಿ ಉಗ್ರ ಹೋರಾಟ ನಡೆಸಲಾಗುವುದು ಎಂದು ಗ್ರಾಮಸ್ಥರು ಎಚ್ಚರಿಸಿದರು. <box>473 712 836 746</box>
betta-body-cont <box>80 785 465 894</box>
inox-tagline: LIVE THE MOVIE <box>1084 396 1207 406</box>
canal-headline: ಹೂಳು ತೆಗೆಸಿ ನಾಲೆಗೆ ನೀರು ಬಿಡುವಂತೆ ಒತ್ತಾಯಿಸಿ ರೈತರ ಪ್ರತಿಭಟನೆ <box>480 1664 951 1689</box>
listing-cinema-name: ಲಿಡೋ <box>1081 1414 1107 1428</box>
drc-screen-1: ಸ್ಕ್ರೀನ್ 1 ಲವ್ ಮಾಕ್ಟೇಲ್ 2 (ಕ): ಬೆ.10.15ಕ್ಕೆ, ಮ.1.15ಕ್ಕೆ, ಸಂ.4.05ಕ್ಕೆ, ರಾ.10ಕ್ಕೆ, ಕಿಲಾಡಿ (ತೆ): ಸಂ.6.50ಕ್ಕೆ <box>1078 191 1482 210</box>
whitepaper-headline: ಕ್ಷೇತ್ರದ ಅಭಿವೃದ್ಧಿ ಬಗ್ಗೆ ಶಾಸಕರು ಶ್ವೇತಪತ್ರ ಹೊರಡಿಸಲಿ <box>80 1774 811 1824</box>
mvc-logo: MVC <box>1099 598 1177 632</box>
highcourt-photo <box>378 979 662 1153</box>
road-headline: ರಸ್ತೆ ದುರಸ್ತಿಗೆ ಆಗ್ರಹಿಸಿ ಗ್ರಾಮಸ್ಥರ ಪ್ರತಿಭಟನೆ <box>473 523 898 559</box>
panchayat-caption: ಆಯ್ಕೆ ಘೋಷಣೆ ಮಾಡಿದರು. <box>662 1560 778 1574</box>
drc-name: ಡಿಆರ್‌ಸಿ ಸಿನಿಮಾಸ್ <box>1178 147 1306 171</box>
pvr-address: ಫೋರಂ ಸೆಂಟ್ರಲ್ ಮಾಲ್, 3ನೇ ಮಹಡಿ, <box>1084 806 1217 817</box>
listing-film-shows: 4 ಪ್ರದರ್ಶನಗಳು <box>1425 1121 1479 1132</box>
